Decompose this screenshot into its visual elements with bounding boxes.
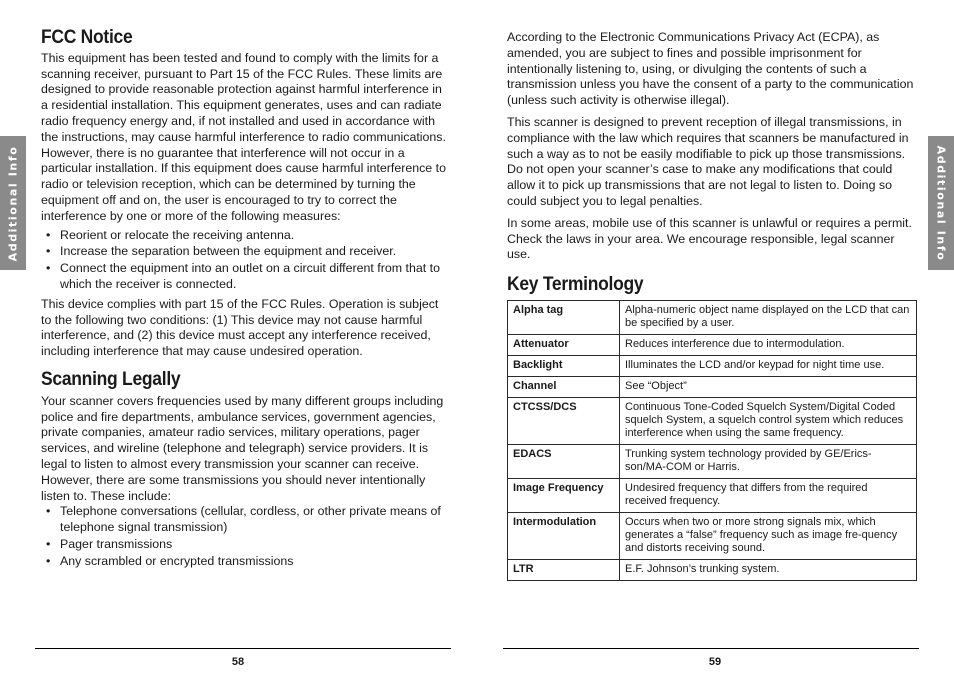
- table-row: [508, 478, 917, 512]
- table-row: [508, 334, 917, 355]
- term-cell: Channel: [508, 376, 620, 397]
- table-row: [508, 444, 917, 478]
- scanning-paragraph: Your scanner covers frequencies used by many different groups including police and fire departments, ambulance services, government agencies, private companies, amateur radio services, military operations, pager services, and wireline (telephone and telegraph) service providers. It is legal to listen to almost every transmission your scanner can receive. However, there are some transmissions you should never intentionally listen to. These include:: [41, 393, 444, 503]
- term-cell: EDACS: [508, 444, 620, 478]
- list-item: • Any scrambled or encrypted transmissions: [41, 554, 451, 570]
- list-item: • Telephone conversations (cellular, cordless, or other private means of telephone signal transmission): [41, 504, 451, 536]
- footer-rule-left: [35, 648, 451, 649]
- term-cell: CTCSS/DCS: [508, 397, 620, 444]
- footer-rule-right: [503, 648, 919, 649]
- table-row: [508, 512, 917, 559]
- right-page-content: [507, 30, 917, 581]
- table-row: [508, 300, 917, 334]
- definition-cell: Reduces interference due to intermodulation.: [620, 334, 917, 355]
- list-item: • Pager transmissions: [41, 537, 451, 553]
- definition-cell: Trunking system technology provided by GE/Erics-son/MA-COM or Harris.: [620, 444, 917, 478]
- definition-cell: Occurs when two or more strong signals mix, which generates a “false” frequency such as image fre-quency and distorts receiving sound.: [620, 512, 917, 559]
- restricted-transmissions-list: [41, 504, 451, 569]
- scanning-legally-heading: Scanning Legally: [41, 368, 181, 390]
- left-page-content: [41, 27, 451, 571]
- side-tab-right-label: Additional Info: [934, 145, 948, 261]
- list-item: • Connect the equipment into an outlet on a circuit different from that to which the receiver is connected.: [41, 261, 451, 293]
- definition-cell: See “Object”: [620, 376, 917, 397]
- term-cell: Attenuator: [508, 334, 620, 355]
- ecpa-paragraph: According to the Electronic Communications Privacy Act (ECPA), as amended, you are subject to fines and possible imprisonment for intentionally listening to, using, or divulging the contents of such a transmission unless you have the consent of a party to the communication (unless such activity is otherwise illegal).: [507, 30, 914, 108]
- side-tab-left: [0, 136, 26, 270]
- fcc-paragraph-2: However, there is no guarantee that interference will not occur in a particular installation. If this equipment does cause harmful interference to radio or television reception, which can be determined by turning the equipment off and on, the user is encouraged to try to correct the interference by one or more of the following measures:: [41, 145, 446, 223]
- key-terminology-heading: Key Terminology: [507, 274, 644, 296]
- list-item: • Increase the separation between the equipment and receiver.: [41, 244, 451, 260]
- mobile-use-paragraph: In some areas, mobile use of this scanner is unlawful or requires a permit. Check the laws in your area. We encourage responsible, legal scanner use.: [507, 215, 912, 262]
- list-item: • Reorient or relocate the receiving antenna.: [41, 228, 451, 244]
- fcc-paragraph-3: This device complies with part 15 of the FCC Rules. Operation is subject to the following two conditions: (1) This device may not cause harmful interference, and (2) this device must accept any interference received, including interference that may cause undesired operation.: [41, 296, 439, 359]
- term-cell: Intermodulation: [508, 512, 620, 559]
- term-cell: Alpha tag: [508, 300, 620, 334]
- fcc-paragraph-1: This equipment has been tested and found to comply with the limits for a scanning receiver, pursuant to Part 15 of the FCC Rules. These limits are designed to provide reasonable protection against harmful interference in a residential installation. This equipment generates, uses and can radiate radio frequency energy and, if not installed and used in accordance with the instructions, may cause harmful interference to radio communications.: [41, 50, 446, 144]
- term-cell: LTR: [508, 559, 620, 580]
- fcc-notice-heading: FCC Notice: [41, 27, 133, 48]
- definition-cell: Alpha-numeric object name displayed on the LCD that can be specified by a user.: [620, 300, 917, 334]
- terminology-table: [507, 300, 917, 581]
- side-tab-right: [928, 136, 954, 270]
- definition-cell: Undesired frequency that differs from the required received frequency.: [620, 478, 917, 512]
- page-number-right: 59: [708, 656, 722, 668]
- table-row: [508, 355, 917, 376]
- term-cell: Image Frequency: [508, 478, 620, 512]
- definition-cell: Illuminates the LCD and/or keypad for night time use.: [620, 355, 917, 376]
- table-row: [508, 559, 917, 580]
- fcc-measures-list: [41, 228, 451, 293]
- definition-cell: Continuous Tone-Coded Squelch System/Digital Coded squelch System, a squelch control system which reduces interference when using the same frequency.: [620, 397, 917, 444]
- table-row: [508, 397, 917, 444]
- table-row: [508, 376, 917, 397]
- page-number-left: 58: [231, 656, 245, 668]
- side-tab-left-label: Additional Info: [6, 145, 20, 261]
- term-cell: Backlight: [508, 355, 620, 376]
- design-paragraph: This scanner is designed to prevent reception of illegal transmissions, in compliance with the law which requires that scanners be manufactured in such a way as to not be easily modifiable to pick up those transmissions. Do not open your scanner’s case to make any modifications that could allow it to pick up transmissions that are not legal to listen to. Doing so could subject you to legal penalties.: [507, 114, 909, 208]
- definition-cell: E.F. Johnson’s trunking system.: [620, 559, 917, 580]
